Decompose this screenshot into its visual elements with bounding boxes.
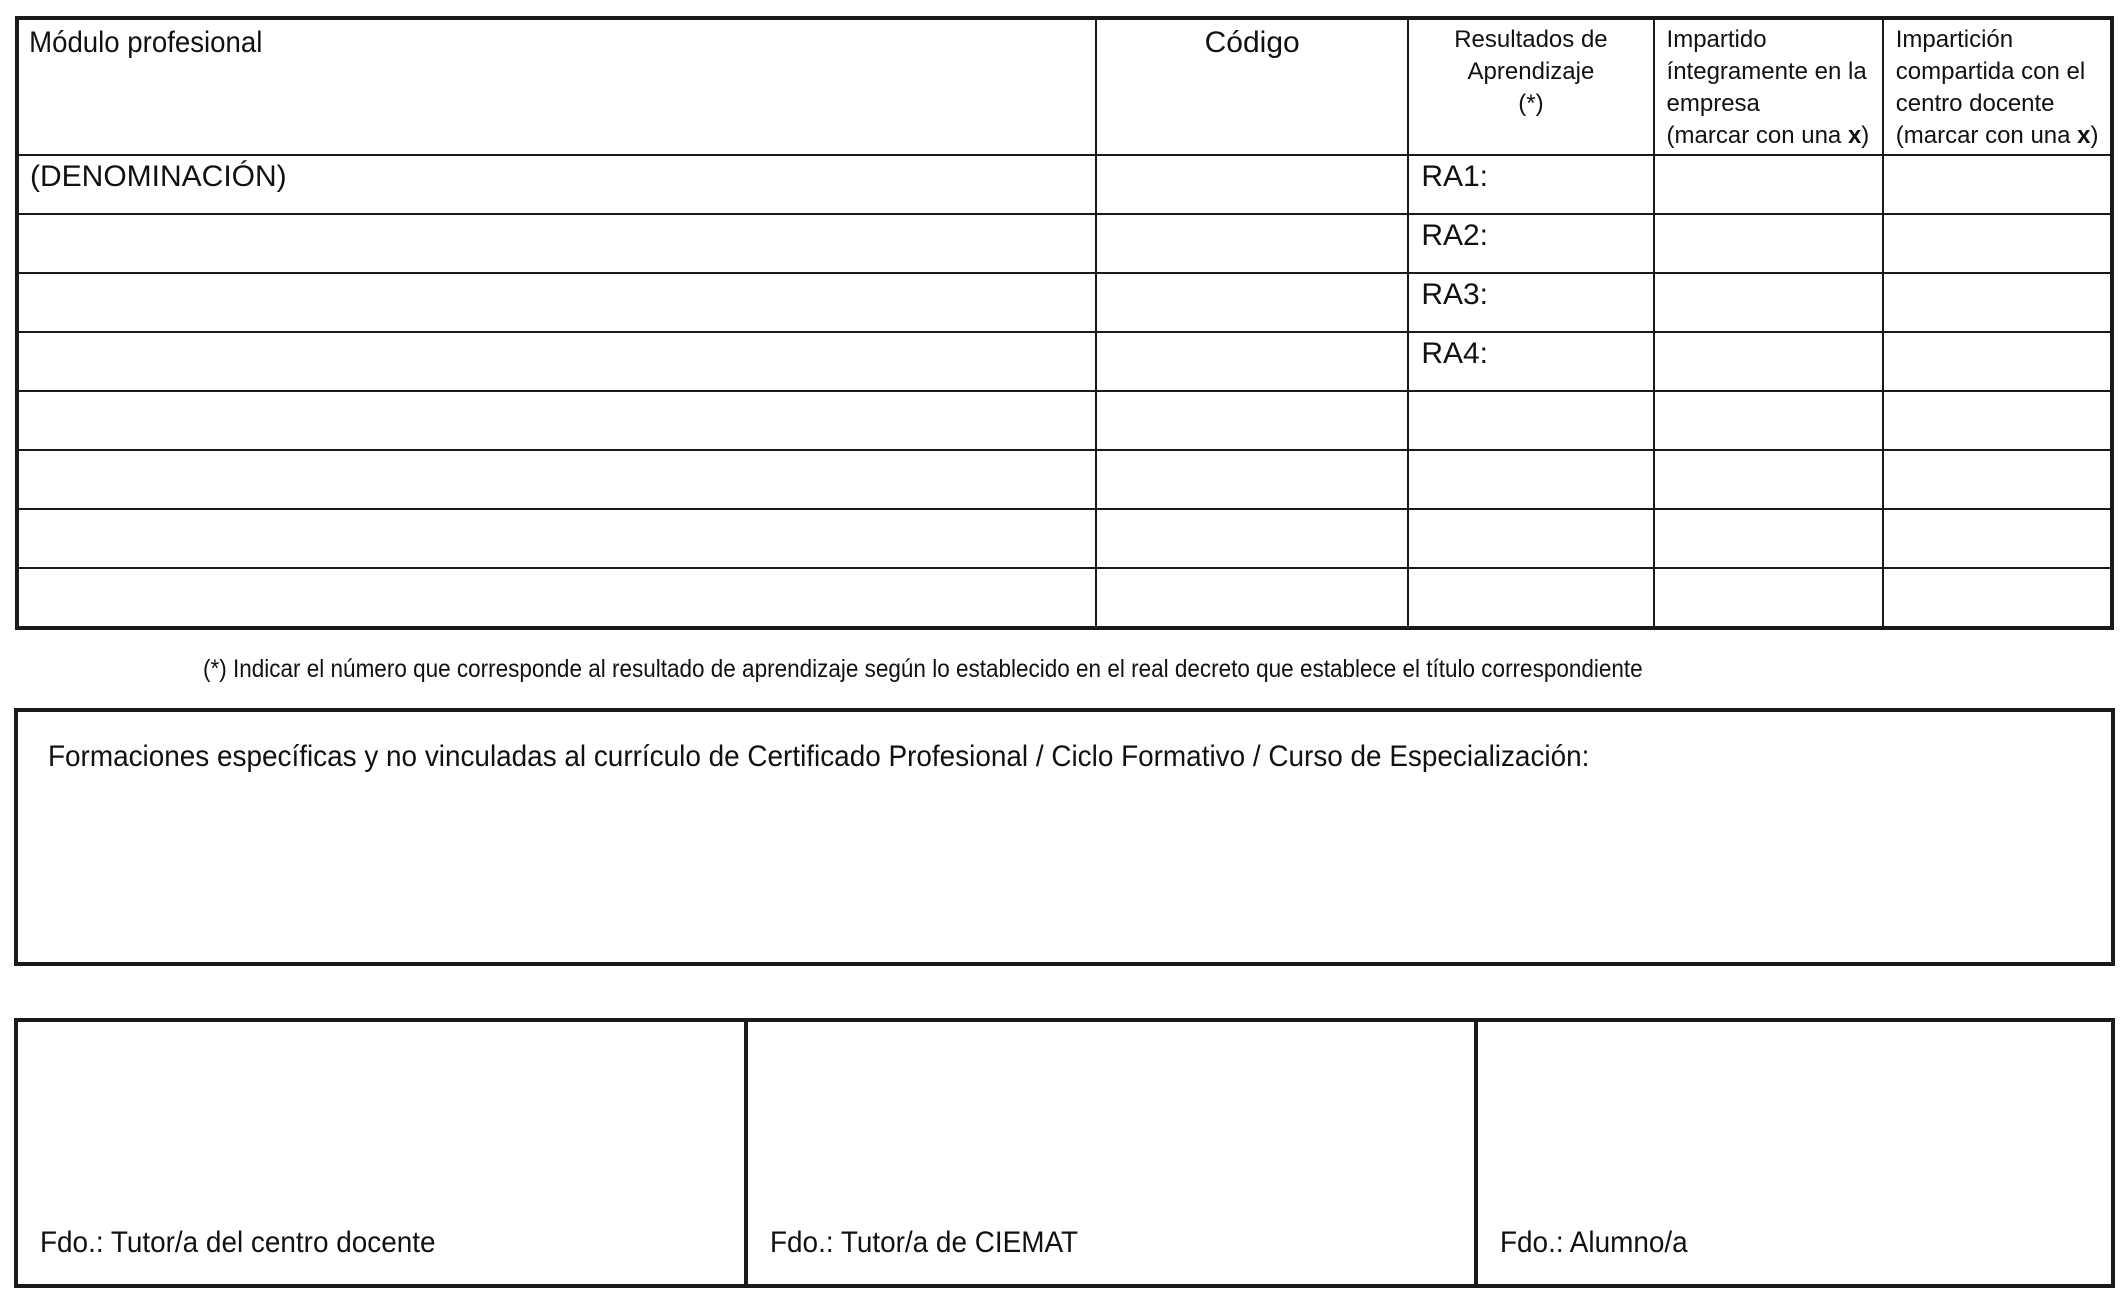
signature-label: Fdo.: Tutor/a de CIEMAT [770, 1226, 1079, 1259]
codigo-cell[interactable] [1096, 391, 1408, 450]
codigo-cell[interactable] [1096, 332, 1408, 391]
imparticion-checkbox-cell[interactable] [1883, 568, 2112, 628]
impartido-checkbox-cell[interactable] [1654, 155, 1883, 214]
imparticion-checkbox-cell[interactable] [1883, 509, 2112, 568]
impartido-checkbox-cell[interactable] [1654, 450, 1883, 509]
signatures-table [14, 1018, 2115, 1288]
modulo-cell[interactable] [17, 332, 1096, 391]
imparticion-checkbox-cell[interactable] [1883, 214, 2112, 273]
header-resultados-line: Aprendizaje [1467, 58, 1595, 85]
modules-table [15, 16, 2114, 630]
ra-cell[interactable] [1408, 568, 1653, 628]
signature-tutor-ciemat[interactable] [744, 1022, 1474, 1284]
ra-cell[interactable] [1408, 509, 1653, 568]
modulo-cell[interactable]: (DENOMINACIÓN) [17, 155, 1096, 214]
formaciones-box[interactable] [14, 708, 2115, 966]
signature-tutor-centro[interactable] [18, 1022, 744, 1284]
imparticion-checkbox-cell[interactable] [1883, 155, 2112, 214]
signature-label: Fdo.: Alumno/a [1500, 1226, 1688, 1259]
modulo-cell[interactable] [17, 273, 1096, 332]
header-marcar-note: (marcar con una x) [1666, 122, 1870, 149]
ra-cell[interactable] [1408, 391, 1653, 450]
codigo-cell[interactable] [1096, 273, 1408, 332]
header-modulo-profesional: Módulo profesional [17, 18, 1096, 155]
impartido-checkbox-cell[interactable] [1654, 214, 1883, 273]
header-imparticion-compartida [1883, 18, 2112, 155]
header-imparticion-line: Impartición [1895, 26, 2014, 53]
header-imparticion-line: compartida con el [1895, 58, 2086, 85]
ra-cell[interactable]: RA1: [1408, 155, 1653, 214]
footnote: (*) Indicar el número que corresponde al resultado de aprendizaje según lo establecido en el real decreto que establece el título correspondiente [203, 655, 1643, 683]
impartido-checkbox-cell[interactable] [1654, 391, 1883, 450]
header-impartido-line: Impartido [1666, 26, 1767, 53]
table-row [17, 332, 2112, 391]
header-impartido-line: íntegramente en la [1666, 58, 1867, 85]
table-row [17, 509, 2112, 568]
codigo-cell[interactable] [1096, 568, 1408, 628]
header-resultados-line: Resultados de [1454, 26, 1608, 53]
impartido-checkbox-cell[interactable] [1654, 273, 1883, 332]
header-resultados-line: (*) [1518, 90, 1544, 117]
modulo-cell[interactable] [17, 450, 1096, 509]
ra-cell[interactable]: RA4: [1408, 332, 1653, 391]
codigo-cell[interactable] [1096, 214, 1408, 273]
header-impartido-empresa [1654, 18, 1883, 155]
table-row [17, 273, 2112, 332]
table-row [17, 214, 2112, 273]
modulo-cell[interactable] [17, 568, 1096, 628]
modulo-cell[interactable] [17, 509, 1096, 568]
modulo-cell[interactable] [17, 214, 1096, 273]
imparticion-checkbox-cell[interactable] [1883, 450, 2112, 509]
impartido-checkbox-cell[interactable] [1654, 568, 1883, 628]
header-codigo: Código [1096, 18, 1408, 155]
ra-cell[interactable]: RA2: [1408, 214, 1653, 273]
table-header-row [17, 18, 2112, 155]
formaciones-label: Formaciones específicas y no vinculadas al currículo de Certificado Profesional / Ciclo Formativo / Curso de Especialización: [48, 740, 1590, 773]
table-row [17, 450, 2112, 509]
table-row [17, 568, 2112, 628]
imparticion-checkbox-cell[interactable] [1883, 273, 2112, 332]
header-impartido-line: empresa [1666, 90, 1760, 117]
modulo-cell[interactable] [17, 391, 1096, 450]
codigo-cell[interactable] [1096, 155, 1408, 214]
header-resultados-aprendizaje [1408, 18, 1653, 155]
table-row [17, 391, 2112, 450]
header-marcar-note: (marcar con una x) [1895, 122, 2099, 149]
ra-cell[interactable] [1408, 450, 1653, 509]
imparticion-checkbox-cell[interactable] [1883, 332, 2112, 391]
imparticion-checkbox-cell[interactable] [1883, 391, 2112, 450]
codigo-cell[interactable] [1096, 450, 1408, 509]
ra-cell[interactable]: RA3: [1408, 273, 1653, 332]
signature-alumno[interactable] [1474, 1022, 2111, 1284]
codigo-cell[interactable] [1096, 509, 1408, 568]
header-imparticion-line: centro docente [1895, 90, 2055, 117]
impartido-checkbox-cell[interactable] [1654, 509, 1883, 568]
table-row [17, 155, 2112, 214]
signature-label: Fdo.: Tutor/a del centro docente [40, 1226, 436, 1259]
impartido-checkbox-cell[interactable] [1654, 332, 1883, 391]
